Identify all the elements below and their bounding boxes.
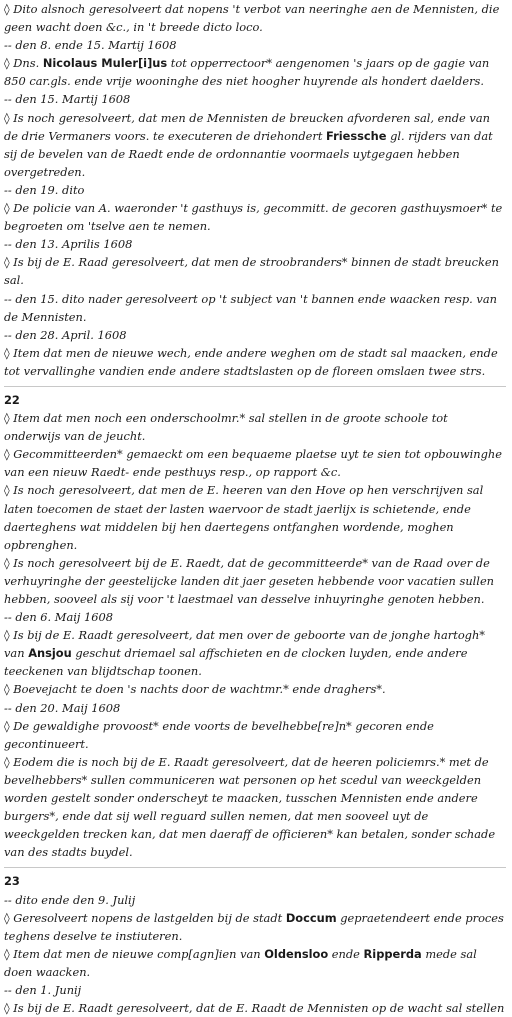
diamond-bullet-icon: ◊ (4, 255, 14, 270)
section-divider (4, 867, 506, 868)
resolution-entry (4, 680, 506, 698)
entry-text: Item dat men de nieuwe comp[agn]ien van (13, 946, 265, 961)
date-heading (4, 90, 506, 108)
entry-text: -- den 20. Maij 1608 (4, 700, 121, 715)
diamond-bullet-icon: ◊ (4, 628, 14, 643)
entry-text: -- den 1. Junij (4, 982, 82, 997)
proper-name: Nicolaus Muler[i]us (42, 56, 168, 71)
page-number: 23 (4, 874, 20, 889)
diamond-bullet-icon: ◊ (4, 411, 14, 426)
date-heading (4, 981, 506, 999)
date-heading (4, 608, 506, 626)
entry-text: De policie van A. waeronder 't gasthuys is, gecommitt. de gecoren gasthuysmoer* te begroeten om 'tselve aen te nemen. (4, 201, 503, 234)
entry-text: Is noch geresolveert, dat men de Mennisten de breucken afvorderen sal, ende van de drie Vermaners voors. te executeren de driehondert (4, 110, 490, 143)
entry-text: -- den 6. Maij 1608 (4, 610, 114, 625)
entry-text: Boevejacht te doen 's nachts door de wachtmr.* ende draghers*. (13, 682, 386, 697)
entry-text: Dns. (13, 56, 43, 71)
proper-name: Doccum (285, 910, 337, 925)
proper-name: Ripperda (363, 946, 422, 961)
page-number: 22 (4, 392, 20, 407)
diamond-bullet-icon: ◊ (4, 555, 14, 570)
section-divider (4, 386, 506, 387)
entry-text: De gewaldighe provoost* ende voorts de bevelhebbe[re]n* gecoren ende gecontinueert. (4, 718, 434, 751)
entry-text: tot opperrectoor* aengenomen 's jaars op de gagie van 850 car.gls. ende vrije wooninghe des niet hoogher huyrende als hondert daelders. (4, 56, 490, 89)
date-heading (4, 181, 506, 199)
entry-text: -- den 8. ende 15. Martij 1608 (4, 38, 177, 53)
date-heading (4, 326, 506, 344)
diamond-bullet-icon: ◊ (4, 1001, 14, 1016)
entry-text: gepraetendeert ende proces teghens deselve te instiuteren. (4, 910, 504, 943)
proper-name: Ansjou (28, 646, 72, 661)
resolution-entry (4, 409, 506, 445)
resolution-entry (4, 253, 506, 289)
entry-text: Is noch geresolveert, dat men de E. heeren van den Hove op hen verschrijven sal laten toecomen de staet der lasten waervoor de stadt jaerlijx is schietende, ende daerteghens wat middelen bij hen daertegens ontfanghen wordende, moghen opbrenghen. (4, 483, 484, 552)
resolution-entry (4, 626, 506, 680)
entry-text: -- den 13. Aprilis 1608 (4, 237, 133, 252)
entry-text: -- den 15. Martij 1608 (4, 92, 131, 107)
entry-text: -- dito ende den 9. Julij (4, 892, 136, 907)
diamond-bullet-icon: ◊ (4, 56, 14, 71)
resolution-entry (4, 199, 506, 235)
proper-name: Oldensloo (264, 946, 329, 961)
date-heading (4, 290, 506, 326)
resolution-entry (4, 445, 506, 481)
entry-text: ende (328, 946, 364, 961)
entry-text: gl. rijders van dat sij de bevelen van de Raedt ende de ordonnantie voormaels uytgegaen hebben overgetreden. (4, 128, 493, 179)
entry-text: -- den 19. dito (4, 182, 85, 197)
entry-text: mede sal doen waacken. (4, 946, 477, 979)
resolution-entry (4, 109, 506, 181)
diamond-bullet-icon: ◊ (4, 946, 14, 961)
resolution-entry (4, 554, 506, 608)
entry-text: Gecommitteerden* gemaeckt om een bequaeme plaetse uyt te sien tot opbouwinghe van een nieuw Raedt- ende pesthuys resp., op rapport &c. (4, 447, 502, 480)
date-heading (4, 891, 506, 909)
entry-text: -- den 28. April. 1608 (4, 327, 127, 342)
entry-text: Item dat men de nieuwe wech, ende andere weghen om de stadt sal maacken, ende tot vervallinghe vandien ende andere stadtslasten op de floreen omslaen twee strs. (4, 345, 498, 378)
resolution-entry (4, 753, 506, 862)
entry-text: geschut driemael sal affschieten en de clocken luyden, ende andere teeckenen van blijdtschap toonen. (4, 646, 468, 679)
entry-text: Is bij de E. Raadt geresolveert, dat men over de geboorte van de jonghe hartogh* van (4, 628, 486, 661)
entry-text: Is bij de E. Raad geresolveert, dat men de stroobranders* binnen de stadt breucken sal. (4, 255, 499, 288)
diamond-bullet-icon: ◊ (4, 910, 14, 925)
diamond-bullet-icon: ◊ (4, 201, 14, 216)
entry-text: Eodem die is noch bij de E. Raadt geresolveert, dat de heeren policiemrs.* met de bevelhebbers* sullen communiceren wat personen op het scedul van weeckgelden worden gestelt sonder onderscheyt te maacken, tusschen Mennisten ende andere burgers*, ende dat sij well reguard sullen nemen, dat men sooveel uyt de weeckgelden trecken kan, dat men daeraff de officieren* kan betalen, sonder schade van des stadts buydel. (4, 754, 496, 860)
diamond-bullet-icon: ◊ (4, 483, 14, 498)
diamond-bullet-icon: ◊ (4, 718, 14, 733)
resolution-entry (4, 999, 506, 1017)
proper-name: Friessche (326, 128, 387, 143)
resolution-entry (4, 0, 506, 36)
diamond-bullet-icon: ◊ (4, 754, 14, 769)
resolution-entry (4, 54, 506, 90)
entry-text: -- den 15. dito nader geresolveert op 't subject van 't bannen ende waacken resp. van de Mennisten. (4, 291, 497, 324)
resolution-entry (4, 344, 506, 380)
entry-text: Is noch geresolveert bij de E. Raedt, dat de gecommitteerde* van de Raad over de verhuyringhe der geestelijcke landen dit jaer geseten hebbende voor vacatien sullen hebben, sooveel als sij voor 't laestmael van desselve inhuyringhe genoten hebben. (4, 555, 495, 606)
entry-text: Dito alsnoch geresolveert dat nopens 't verbot van neeringhe aen de Mennisten, die geen wacht doen &c., in 't breede dicto loco. (4, 2, 500, 35)
entry-text: Is bij de E. Raadt geresolveert, dat de E. Raadt de Mennisten op de wacht sal stellen (13, 1001, 505, 1016)
resolution-entry (4, 945, 506, 981)
resolution-entry (4, 717, 506, 753)
date-heading (4, 36, 506, 54)
resolution-entry (4, 481, 506, 553)
diamond-bullet-icon: ◊ (4, 110, 14, 125)
entry-text: Geresolveert nopens de lastgelden bij de stadt (13, 910, 286, 925)
diamond-bullet-icon: ◊ (4, 447, 14, 462)
entry-text: Item dat men noch een onderschoolmr.* sal stellen in de groote schoole tot onderwijs van de jeucht. (4, 411, 448, 444)
diamond-bullet-icon: ◊ (4, 2, 14, 16)
resolution-entry (4, 909, 506, 945)
diamond-bullet-icon: ◊ (4, 682, 14, 697)
date-heading (4, 235, 506, 253)
diamond-bullet-icon: ◊ (4, 345, 14, 360)
date-heading (4, 699, 506, 717)
